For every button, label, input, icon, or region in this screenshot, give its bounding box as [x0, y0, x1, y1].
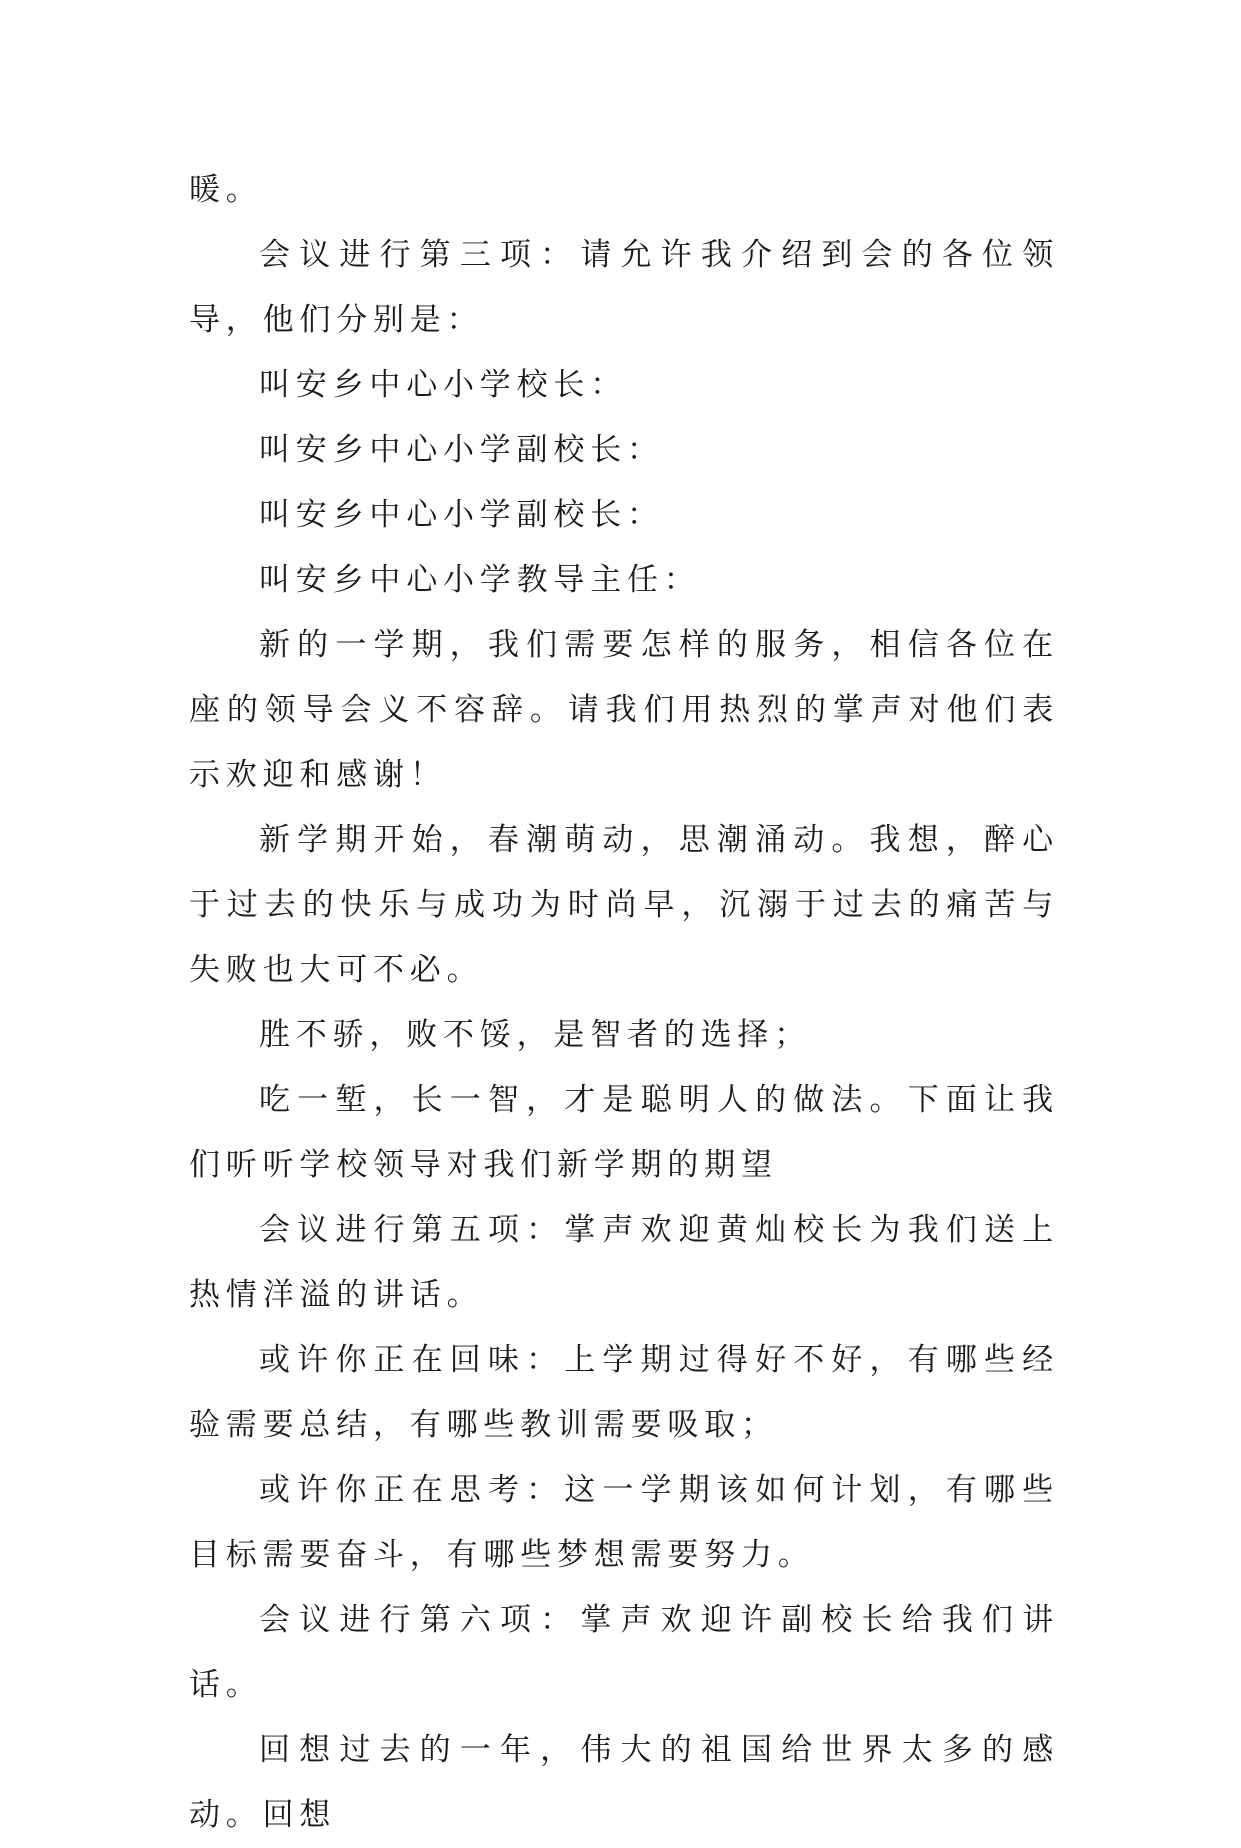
paragraph-dean: 叫安乡中心小学教导主任：: [259, 562, 701, 598]
paragraph-planning: 或许你正在思考：这一学期该如何计划，有哪些目标需要奋斗，有哪些梦想需要努力。: [189, 1472, 1059, 1573]
paragraph-new-semester: 新学期开始，春潮萌动，思潮涌动。我想，醉心于过去的快乐与成功为时尚早，沉溺于过去的痛苦与失败也大可不必。: [189, 822, 1059, 988]
paragraph-looking-back: 回想过去的一年，伟大的祖国给世界太多的感动。回想: [189, 1732, 1059, 1833]
paragraph-vice-principal-1: 叫安乡中心小学副校长：: [259, 432, 664, 468]
paragraph-item-5: 会议进行第五项：掌声欢迎黄灿校长为我们送上热情洋溢的讲话。: [189, 1212, 1059, 1313]
paragraph-wise-choice: 胜不骄，败不馁，是智者的选择；: [259, 1017, 811, 1053]
paragraph-learn-from-mistakes: 吃一堑，长一智，才是聪明人的做法。下面让我们听听学校领导对我们新学期的期望: [189, 1082, 1059, 1183]
paragraph-welcome-leaders: 新的一学期，我们需要怎样的服务，相信各位在座的领导会义不容辞。请我们用热烈的掌声对他们表示欢迎和感谢！: [189, 627, 1059, 793]
paragraph-vice-principal-2: 叫安乡中心小学副校长：: [259, 497, 664, 533]
paragraph-item-3-intro: 会议进行第三项：请允许我介绍到会的各位领导，他们分别是：: [189, 237, 1059, 338]
paragraph-continuation: 暖。: [189, 172, 263, 208]
paragraph-principal: 叫安乡中心小学校长：: [259, 367, 627, 403]
document-body: [189, 158, 1059, 1848]
paragraph-reflection: 或许你正在回味：上学期过得好不好，有哪些经验需要总结，有哪些教训需要吸取；: [189, 1342, 1059, 1443]
paragraph-item-6: 会议进行第六项：掌声欢迎许副校长给我们讲话。: [189, 1602, 1059, 1703]
